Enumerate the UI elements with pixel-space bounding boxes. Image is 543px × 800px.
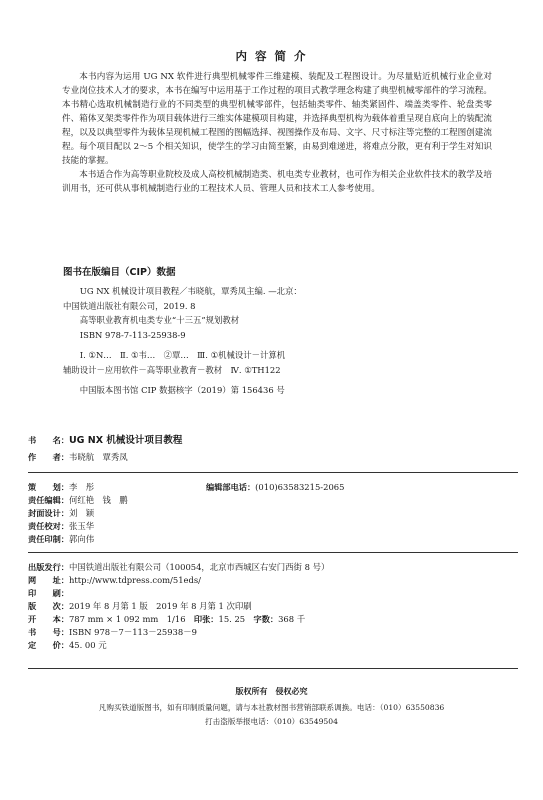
printer-row	[28, 587, 518, 600]
editorial-phone-value: (010)63583215-2065	[255, 482, 345, 492]
editorial-phone-label: 编辑部电话：	[206, 482, 256, 492]
format-label: 开 本：	[28, 614, 69, 624]
cip-block	[63, 284, 302, 398]
planner-row	[28, 481, 518, 494]
book-name-label: 书 名：	[28, 435, 69, 445]
intro-body	[62, 70, 492, 196]
cover-value: 刘 颖	[68, 508, 95, 518]
isbn-label: 书 号：	[28, 627, 69, 637]
format-row	[28, 613, 518, 626]
intro-paragraph-2: 本书适合作为高等职业院校及成人高校机械制造类、机电类专业教材，也可作为相关企业软件技术的教学及培训用书，还可供从事机械制造行业的工程技术人员、管理人员和技术工人参考使用。	[62, 170, 492, 194]
divider-1	[28, 472, 518, 473]
edition-value: 2019 年 8 月第 1 版 2019 年 8 月第 1 次印刷	[68, 601, 252, 611]
cip-line-2: 中国铁道出版社有限公司，2019. 8	[63, 300, 196, 311]
book-info	[28, 432, 518, 465]
intro-paragraph-1: 本书内容为运用 UG NX 软件进行典型机械零件三维建模、装配及工程图设计。为尽量贴近机械行业企业对专业岗位技术人才的要求，本书在编写中运用基于工作过程的项目式教学理念构建了典型机械零部件的学习流程。本书精心选取机械制造行业的不同类型的典型机械零部件，包括轴类零件、轴类紧固件、端盖类零件、轮盘类零件、箱体叉架类零件作为项目载体进行三维实体建模项目构建，并选择典型机构为载体着重呈现自底向上的装配流程，以及以典型零件为载体呈现机械工程图的图幅选择、视图操作及布局、文字、尺寸标注等完整的工程图创建流程。每个项目配以 2～5 个相关知识，使学生的学习由简至繁，由易到难递进，将难点分散，更有利于学生对知识技能的掌握。	[62, 72, 492, 166]
isbn-row	[28, 626, 518, 639]
isbn-value: ISBN 978－7－113－25938－9	[68, 627, 197, 637]
rights-notice: 版权所有 侵权必究	[235, 687, 308, 696]
quality-notice: 凡购买铁道版图书，如有印制质量问题，请与本社教材图书营销部联系调换。电话：（010）63550836	[98, 703, 445, 712]
print-row	[28, 533, 518, 546]
sheets-label: 印张：	[193, 614, 219, 624]
editor-row	[28, 494, 518, 507]
cover-label: 封面设计：	[28, 508, 69, 518]
cip-line-3: 高等职业教育机电类专业“十三五”规划教材	[79, 315, 240, 325]
planner-label: 策 划：	[28, 482, 69, 492]
url-row	[28, 574, 518, 587]
staff-block	[28, 481, 518, 546]
url-label: 网 址：	[28, 575, 69, 585]
publish-block	[28, 561, 518, 652]
sheets-value: 15. 25	[218, 614, 254, 624]
book-name-row	[28, 432, 518, 449]
publisher-label: 出版发行：	[28, 562, 69, 572]
piracy-hotline: 打击盗版举报电话：（010）63549504	[205, 717, 338, 726]
price-label: 定 价：	[28, 640, 69, 650]
cip-line-1: UG NX 机械设计项目教程／韦晓航，覃秀凤主编. —北京：	[79, 286, 302, 296]
print-value: 郭向伟	[68, 534, 95, 544]
price-value: 45. 00 元	[68, 640, 107, 650]
divider-3	[28, 668, 518, 669]
publisher-row	[28, 561, 518, 574]
format-value: 787 mm × 1 092 mm 1/16	[68, 614, 194, 624]
price-row	[28, 639, 518, 652]
editor-value: 何红艳 钱 鹏	[68, 495, 128, 505]
publisher-value: 中国铁道出版社有限公司（100054，北京市西城区右安门西街 8 号）	[68, 562, 330, 572]
edition-row	[28, 600, 518, 613]
proof-row	[28, 520, 518, 533]
cover-row	[28, 507, 518, 520]
proof-label: 责任校对：	[28, 521, 69, 531]
words-value: 368 千	[278, 614, 306, 624]
book-name-value: UG NX 机械设计项目教程	[68, 435, 183, 446]
book-author-row	[28, 449, 518, 465]
editorial-phone	[206, 481, 344, 494]
edition-label: 版 次：	[28, 601, 69, 611]
book-author-label: 作 者：	[28, 452, 69, 462]
cip-title: 图书在版编目（CIP）数据	[63, 267, 176, 278]
print-label: 责任印制：	[28, 534, 69, 544]
editor-label: 责任编辑：	[28, 495, 69, 505]
book-author-value: 韦晓航 覃秀凤	[68, 452, 128, 462]
printer-label: 印 刷：	[28, 588, 69, 598]
divider-2	[28, 552, 518, 553]
words-label: 字数：	[253, 614, 279, 624]
planner-value: 李 彤	[68, 482, 95, 492]
cip-line-6: 辅助设计－应用软件－高等职业教育－教材 Ⅳ. ①TH122	[63, 364, 281, 375]
url-value: http://www.tdpress.com/51eds/	[68, 575, 201, 585]
proof-value: 张玉华	[68, 521, 95, 531]
cip-line-7: 中国版本图书馆 CIP 数据核字（2019）第 156436 号	[79, 385, 285, 395]
cip-line-5: Ⅰ. ①N… Ⅱ. ①韦… ②覃… Ⅲ. ①机械设计－计算机	[79, 350, 286, 360]
intro-title: 内 容 简 介	[235, 49, 308, 63]
cip-line-4: ISBN 978-7-113-25938-9	[79, 329, 186, 340]
